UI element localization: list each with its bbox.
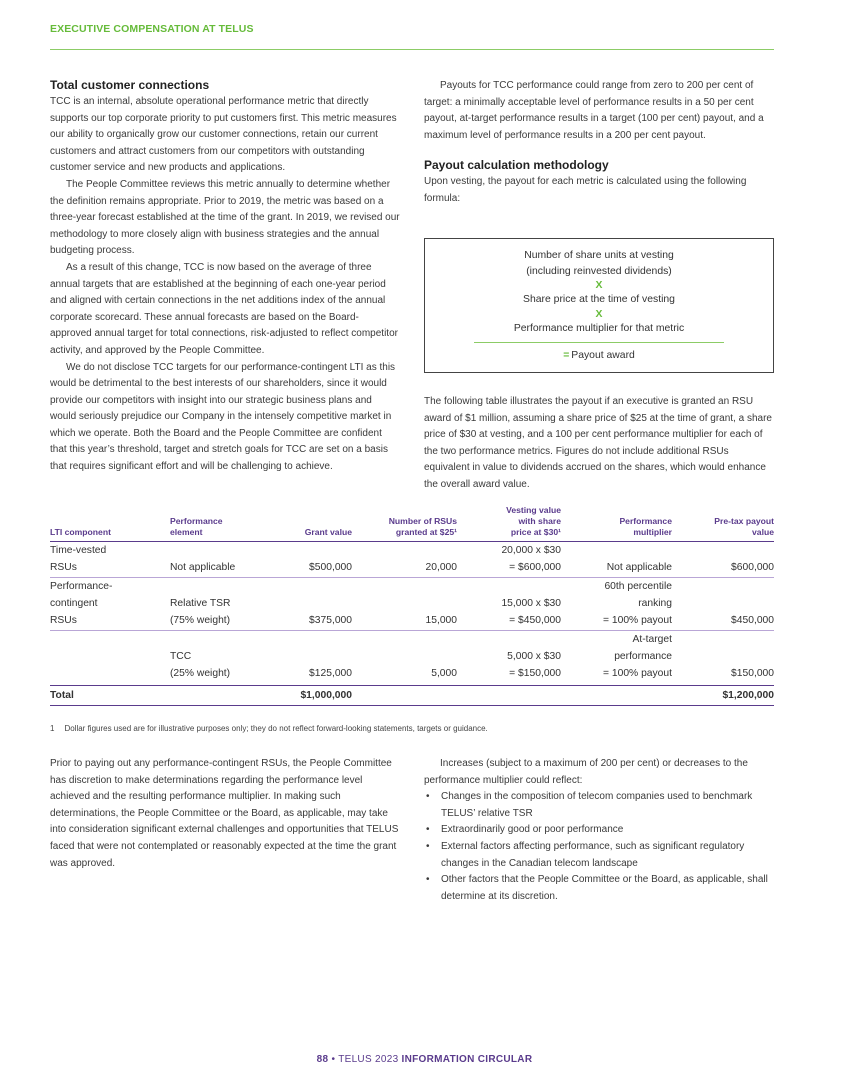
- total-grant: $1,000,000: [290, 686, 352, 706]
- cell-payout: $450,000: [672, 578, 774, 631]
- col-pretax-payout: Pre-tax payout value: [672, 505, 774, 542]
- list-item: • Other factors that the People Committee or the Board, as applicable, shall determine at its discretion.: [426, 874, 768, 902]
- multiplier-factors-column: [424, 756, 776, 905]
- cell-component: Performance- contingent RSUs: [50, 578, 170, 631]
- cell-rsus: 5,000: [431, 668, 457, 679]
- tcc-paragraph-1: TCC is an internal, absolute operational performance metric that directly supports our top corporate priority to put customers first. This metric measures our ability to organically grow our customer connections, retain our current customers and attract customers from our competitors with outstanding customer service and new products and applications.: [50, 96, 397, 174]
- tcc-heading: Total customer connections: [50, 78, 210, 92]
- section-header: EXECUTIVE COMPENSATION AT TELUS: [50, 23, 254, 35]
- methodology-heading: Payout calculation methodology: [424, 158, 609, 173]
- footnote-number: 1: [50, 724, 55, 733]
- table-header-row: [50, 505, 774, 542]
- cell-vesting: 15,000 x $30 = $450,000: [457, 578, 561, 631]
- col-lti-component: LTI component: [50, 505, 170, 542]
- formula-line-units: Number of share units at vesting: [524, 250, 674, 261]
- multiply-icon: X: [595, 280, 603, 291]
- cell-multiplier: At-target performance = 100% payout: [603, 634, 672, 679]
- header-divider: [50, 49, 774, 50]
- list-item: • Extraordinarily good or poor performance: [424, 822, 776, 839]
- discretion-column: [50, 756, 400, 872]
- cell-grant: $375,000: [290, 578, 352, 631]
- methodology-paragraph: Upon vesting, the payout for each metric is calculated using the following formula:: [424, 176, 747, 204]
- cell-payout: $600,000: [672, 542, 774, 578]
- footer-title: INFORMATION CIRCULAR: [401, 1054, 533, 1065]
- cell-element: Relative TSR (75% weight): [170, 578, 290, 631]
- table-intro-paragraph: The following table illustrates the payout if an executive is granted an RSU award of $1 million, assuming a share price of $25 at the time of grant, a share price of $30 at vesting, and a 100 per cent performance multiplier for each of the two performance metrics. Figures do not include additional RSUs equivalent in value to dividends accrued on the shares, which would enhance the overall award value.: [424, 396, 772, 490]
- cell-element: Not applicable: [170, 542, 290, 578]
- col-rsus-granted: Number of RSUs granted at $25¹: [352, 505, 457, 542]
- table-footnote: [50, 724, 488, 733]
- col-performance-multiplier: Performance multiplier: [561, 505, 672, 542]
- left-column: [50, 78, 400, 476]
- cell-component: [50, 631, 170, 686]
- equals-icon: =: [563, 350, 570, 361]
- cell-component: Time-vested RSUs: [50, 542, 170, 578]
- cell-vesting: 20,000 x $30 = $600,000: [457, 542, 561, 578]
- total-payout: $1,200,000: [672, 686, 774, 706]
- payout-formula-box: [424, 238, 774, 373]
- formula-line-dividends: (including reinvested dividends): [526, 265, 672, 277]
- col-grant-value: Grant value: [290, 505, 352, 542]
- formula-divider: [474, 342, 724, 343]
- cell-grant: $500,000: [290, 542, 352, 578]
- formula-line-multiplier: Performance multiplier for that metric: [513, 322, 685, 334]
- bullet-icon: •: [426, 840, 430, 852]
- cell-grant: $125,000: [309, 668, 352, 679]
- cell-element: TCC (25% weight): [170, 651, 231, 679]
- table-row: [50, 578, 774, 631]
- footnote-text: Dollar figures used are for illustrative purposes only; they do not reflect forward-looking statements, targets or guidance.: [64, 724, 488, 733]
- multiplier-factors-list: [424, 789, 776, 905]
- bullet-icon: •: [426, 791, 430, 803]
- table-row: [50, 542, 774, 578]
- col-vesting-value: Vesting value with share price at $30¹: [457, 505, 561, 542]
- discretion-paragraph: Prior to paying out any performance-contingent RSUs, the People Committee has discretion to make determinations regarding the performance level achieved and the resulting performance multiplier. In making such determinations, the People Committee or the Board, as applicable, may take into consideration significant external challenges and opportunities that TELUS faced that were not contemplated or reasonably expected at the time the grant was approved.: [50, 758, 399, 869]
- multiplier-factors-intro: Increases (subject to a maximum of 200 per cent) or decreases to the performance multiplier could reflect:: [424, 758, 748, 786]
- cell-multiplier: Not applicable: [561, 542, 672, 578]
- multiply-icon: X: [595, 308, 603, 320]
- right-column: [424, 78, 774, 208]
- page-footer: [0, 1054, 849, 1065]
- col-performance-element: Performance element: [170, 505, 290, 542]
- table-intro: [424, 394, 776, 494]
- cell-multiplier: 60th percentile ranking = 100% payout: [561, 578, 672, 631]
- formula-result: [425, 348, 773, 364]
- page-number: 88: [316, 1054, 329, 1065]
- cell-rsus: 15,000: [352, 578, 457, 631]
- cell-payout: $150,000: [731, 668, 774, 679]
- bullet-icon: •: [426, 874, 430, 886]
- formula-result-label: Payout award: [571, 350, 635, 361]
- bullet-icon: •: [426, 824, 430, 836]
- footer-separator: •: [331, 1054, 336, 1065]
- payout-range-paragraph: Payouts for TCC performance could range from zero to 200 per cent of target: a minimally acceptable level of performance results in a 50 per cent payout, at-target performance results in a target (100 per cent) payout, and a maximum level of performance results in a 200 per cent payout.: [424, 80, 764, 141]
- formula-line-price: Share price at the time of vesting: [523, 294, 675, 305]
- tcc-paragraph-4: We do not disclose TCC targets for our performance-contingent LTI as this would be detrimental to the best interests of our shareholders, since it would provide our competitors with insight into our strategic business plans and would seriously prejudice our Company in the intensely competitive market in which we operate. Both the Board and the People Committee are confident that this year’s threshold, target and stretch goals for TCC are set on a basis that requires significant effort and will be challenging to achieve.: [50, 361, 396, 473]
- list-item: • Changes in the composition of telecom companies used to benchmark TELUS’ relative TSR: [426, 791, 753, 819]
- table-total-row: [50, 686, 774, 706]
- list-item: • External factors affecting performance, such as significant regulatory changes in the Canadian telecom landscape: [426, 840, 745, 869]
- total-label: Total: [50, 686, 170, 706]
- cell-rsus: 20,000: [352, 542, 457, 578]
- footer-brand: TELUS 2023: [338, 1054, 399, 1065]
- cell-vesting: 5,000 x $30 = $150,000: [507, 651, 561, 679]
- tcc-paragraph-2: The People Committee reviews this metric annually to determine whether the definition remains appropriate. Prior to 2019, the metric was based on a three-year forecast established at the time of the grant. In 2019, we revised our methodology to more closely align with business strategies and the annual budgeting process.: [50, 178, 400, 257]
- tcc-paragraph-3: As a result of this change, TCC is now based on the average of three annual targets that are established at the beginning of each one-year period and aligned with certain connections in the net additions index of the annual corporate scorecard. These annual forecasts are based on the Board-approved annual target for total connections, risk-adjusted to reflect competitor activity, and approved by the People Committee.: [50, 261, 398, 356]
- table-row: [50, 631, 774, 686]
- payout-table: [50, 505, 774, 706]
